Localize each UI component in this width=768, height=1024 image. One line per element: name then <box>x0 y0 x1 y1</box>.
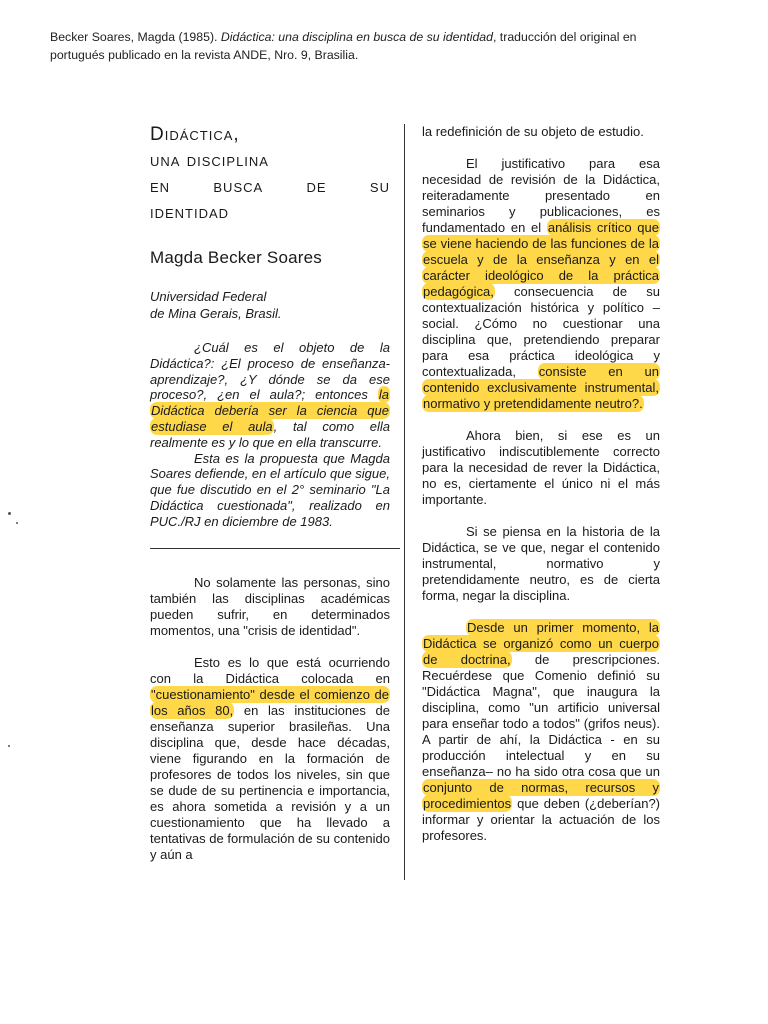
body-paragraph <box>422 156 660 412</box>
article-title-line-2: una disciplina <box>150 150 269 171</box>
title-word: busca <box>213 176 264 197</box>
citation <box>50 28 690 64</box>
citation-rest: , traducción del original en portugués publicado en la revista ANDE, Nro. 9, Brasilia. <box>50 30 637 62</box>
highlighted-text: Desde un primer momento, la Didáctica se organizó como un cuerpo de doctrina, <box>423 620 659 667</box>
body-paragraph: Si se piensa en la historia de la Didáctica, se ve que, negar el contenido instrumental, normativo y pretendidamente neutro, es de cierta forma, negar la disciplina. <box>422 524 660 603</box>
body-text: de prescripciones. Recuérdese que Comenio definió su "Didáctica Magna", que inaugura la disciplina, como "un artificio universal para enseñar todo a todos" (grifos neus). A partir de ahí, la Didáctica - en su producción intelectual y en su enseñanza– no ha sido otra cosa que un <box>422 652 660 779</box>
citation-title: Didáctica: una disciplina en busca de su identidad <box>220 30 493 44</box>
left-column-body <box>150 575 390 879</box>
body-text: El justificativo para esa necesidad de revisión de la Didáctica, reiteradamente presentado en seminarios y publicaciones, es fundamentado en el <box>422 156 660 235</box>
section-divider <box>150 548 400 549</box>
intro-abstract <box>150 340 390 530</box>
body-paragraph: la redefinición de su objeto de estudio. <box>422 124 644 139</box>
highlighted-text: conjunto de normas, recursos y procedimientos <box>423 780 659 811</box>
highlighted-text: "cuestionamiento" desde el comienzo de los años 80, <box>151 687 389 718</box>
body-paragraph <box>150 655 390 863</box>
right-column-body <box>422 124 660 860</box>
intro-paragraph-2: Esta es la propuesta que Magda Soares defiende, en el artículo que sigue, que fue discutido en el 2° seminario "La Didáctica cuestionada", realizado en PUC./RJ en diciembre de 1983. <box>150 450 390 529</box>
title-word: de <box>306 176 327 197</box>
author-name: Magda Becker Soares <box>150 248 322 267</box>
column-divider <box>404 124 405 880</box>
article-title-line-4: identidad <box>150 202 230 223</box>
highlighted-text: análisis crítico que se viene haciendo de las funciones de la escuela y de la enseñanza y en el carácter ideológico de la práctica pedagógica, <box>423 220 659 299</box>
scan-speck <box>8 745 10 747</box>
body-text: consecuencia de su contextualización histórica y político – social. ¿Cómo no cuestionar una disciplina que, pretendiendo preparar para esa práctica ideológica y contextualizada, <box>422 284 660 379</box>
affiliation <box>150 288 390 322</box>
body-text: que deben (¿deberían?) informar y orientar la actuación de los profesores. <box>422 796 660 843</box>
left-column-header <box>150 122 390 530</box>
title-word: su <box>369 176 390 197</box>
affiliation-line-2: de Mina Gerais, Brasil. <box>150 306 282 321</box>
body-paragraph: No solamente las personas, sino también las disciplinas académicas pueden sufrir, en determinados momentos, una "crisis de identidad". <box>150 575 390 638</box>
body-text: Esto es lo que está ocurriendo con la Didáctica colocada en <box>150 655 390 686</box>
intro-text: ¿Cuál es el objeto de la Didáctica?: ¿El proceso de enseñanza-aprendizaje?, ¿Y dónde se da ese proceso?, ¿en el aula?; entonces <box>150 340 390 403</box>
highlighted-text: consiste en un contenido exclusivamente instrumental, normativo y pretendidamente neutro?. <box>423 364 659 411</box>
intro-text: , tal como ella realmente es y lo que en ella transcurre. <box>150 418 391 450</box>
body-paragraph: Ahora bien, si ese es un justificativo indiscutiblemente correcto para la necesidad de rever la Didáctica, no es, ciertamente el único ni el más importante. <box>422 428 660 507</box>
title-word: en <box>150 176 171 197</box>
scan-speck <box>8 512 11 515</box>
scan-speck <box>16 522 18 524</box>
intro-paragraph-1 <box>150 340 390 451</box>
affiliation-line-1: Universidad Federal <box>150 289 267 304</box>
article-title-line-3 <box>150 174 390 200</box>
citation-author-year: Becker Soares, Magda (1985). <box>50 30 221 44</box>
body-text: en las instituciones de enseñanza superior brasileñas. Una disciplina que, desde hace décadas, viene figurando en la formación de profesores de todos los niveles, sin que se dude de su pertinencia e importancia, es ahora sometida a revisión y a un cuestionamiento que ha llevado a tentativas de formulación de su contenido y aún a <box>150 703 390 862</box>
body-paragraph <box>422 620 660 844</box>
article-title-line-1: Didáctica, <box>150 124 240 145</box>
highlighted-text: la Didáctica debería ser la ciencia que estudiase el aula <box>151 387 389 434</box>
